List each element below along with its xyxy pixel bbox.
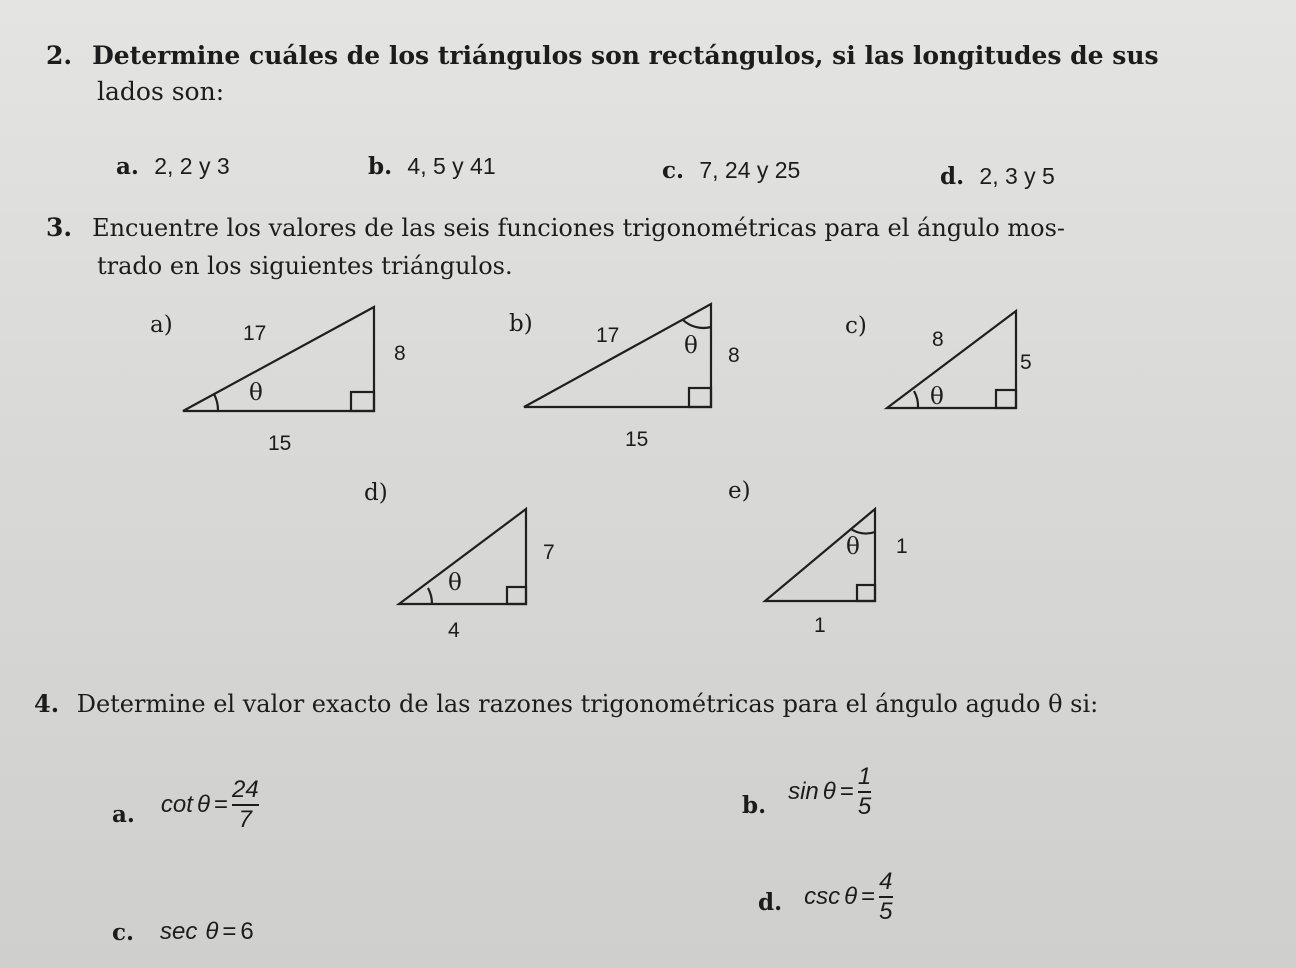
item-4d bbox=[758, 868, 893, 926]
angle-arc-b bbox=[683, 320, 711, 328]
function-name: csc bbox=[804, 883, 841, 910]
numerator: 1 bbox=[857, 763, 872, 790]
fraction bbox=[232, 776, 259, 834]
theta-symbol: θ bbox=[205, 918, 219, 945]
problem-3-text-2: trado en los siguientes triángulos. bbox=[97, 252, 513, 280]
problem-3-text-1: Encuentre los valores de las seis funciones trigonométricas para el ángulo mos- bbox=[92, 214, 1065, 242]
equals-sign: = bbox=[839, 778, 854, 805]
triangle-b-base: 15 bbox=[625, 428, 649, 451]
triangle-b-hyp: 17 bbox=[596, 324, 620, 347]
right-angle-marker-e bbox=[857, 585, 875, 601]
option-label: d. bbox=[940, 163, 965, 190]
option-value: 4, 5 y 41 bbox=[407, 153, 496, 179]
triangle-d-angle: θ bbox=[448, 570, 462, 596]
theta-symbol: θ bbox=[822, 778, 836, 805]
problem-2-text-2: lados son: bbox=[97, 77, 225, 106]
triangle-c-hyp: 8 bbox=[932, 328, 944, 351]
triangle-a-hyp: 17 bbox=[243, 322, 267, 345]
denominator: 7 bbox=[238, 806, 253, 833]
fraction bbox=[879, 868, 892, 926]
function-name: sec bbox=[160, 918, 198, 945]
triangle-e-angle: θ bbox=[846, 534, 860, 560]
triangle-e-side: 1 bbox=[896, 535, 908, 558]
function-name: cot bbox=[160, 791, 193, 818]
problem-3-number: 3. bbox=[46, 213, 73, 242]
fraction bbox=[858, 763, 871, 821]
expression-4a bbox=[161, 776, 259, 834]
denominator: 5 bbox=[879, 898, 893, 925]
right-angle-marker-c bbox=[996, 390, 1016, 408]
item-4c bbox=[112, 918, 254, 946]
problem-2-number: 2. bbox=[46, 41, 73, 70]
option-label: b. bbox=[368, 153, 393, 180]
function-name: sin bbox=[788, 778, 819, 805]
item-label: b. bbox=[742, 791, 767, 819]
triangle-e-base: 1 bbox=[814, 614, 826, 637]
triangle-a-angle: θ bbox=[249, 380, 263, 406]
angle-arc-c bbox=[914, 391, 918, 408]
angle-arc-d bbox=[428, 588, 432, 604]
triangle-a-side: 8 bbox=[394, 342, 406, 365]
expression-4c bbox=[160, 918, 254, 946]
triangle-b-side: 8 bbox=[728, 344, 740, 367]
item-label: c. bbox=[112, 918, 135, 946]
item-4a bbox=[112, 776, 259, 834]
right-angle-marker-a bbox=[351, 392, 374, 411]
triangle-a-base: 15 bbox=[268, 432, 292, 455]
triangle-b-label: b) bbox=[509, 311, 533, 337]
triangle-d-base: 4 bbox=[448, 619, 460, 642]
angle-arc-a bbox=[214, 394, 218, 411]
item-4b bbox=[742, 763, 871, 821]
right-angle-marker-b bbox=[689, 388, 711, 407]
triangle-c-angle: θ bbox=[930, 384, 944, 410]
triangle-a bbox=[183, 307, 374, 411]
angle-arc-e bbox=[851, 529, 875, 534]
triangle-a-label: a) bbox=[150, 312, 173, 338]
triangle-b-angle: θ bbox=[684, 333, 698, 359]
option-value: 7, 24 y 25 bbox=[699, 157, 801, 183]
theta-symbol: θ bbox=[196, 791, 210, 818]
triangle-e-label: e) bbox=[728, 478, 751, 504]
numerator: 24 bbox=[231, 776, 259, 803]
item-label: d. bbox=[758, 888, 783, 916]
triangle-c-label: c) bbox=[845, 313, 867, 339]
right-angle-marker-d bbox=[507, 587, 526, 604]
expression-4b bbox=[788, 763, 871, 821]
value: 6 bbox=[240, 918, 254, 945]
equals-sign: = bbox=[861, 883, 876, 910]
item-label: a. bbox=[112, 800, 135, 828]
option-value: 2, 2 y 3 bbox=[154, 153, 230, 179]
triangle-d-hyp: 7 bbox=[543, 541, 555, 564]
triangle-c-side: 5 bbox=[1020, 351, 1032, 374]
triangle-b bbox=[524, 304, 711, 407]
problem-4-line bbox=[34, 688, 1098, 720]
option-value: 2, 3 y 5 bbox=[979, 163, 1055, 189]
numerator: 4 bbox=[879, 868, 893, 895]
equals-sign: = bbox=[222, 918, 237, 945]
problem-4-text: Determine el valor exacto de las razones trigonométricas para el ángulo agudo θ si: bbox=[76, 690, 1099, 718]
theta-symbol: θ bbox=[844, 883, 858, 910]
problem-4-number: 4. bbox=[34, 689, 60, 718]
expression-4d bbox=[804, 868, 892, 926]
equals-sign: = bbox=[213, 791, 228, 818]
triangle-d-label: d) bbox=[364, 480, 388, 506]
problem-2-text-1: Determine cuáles de los triángulos son rectángulos, si las longitudes de sus bbox=[92, 41, 1159, 70]
option-label: a. bbox=[116, 153, 139, 180]
denominator: 5 bbox=[857, 793, 872, 820]
option-label: c. bbox=[662, 157, 685, 184]
